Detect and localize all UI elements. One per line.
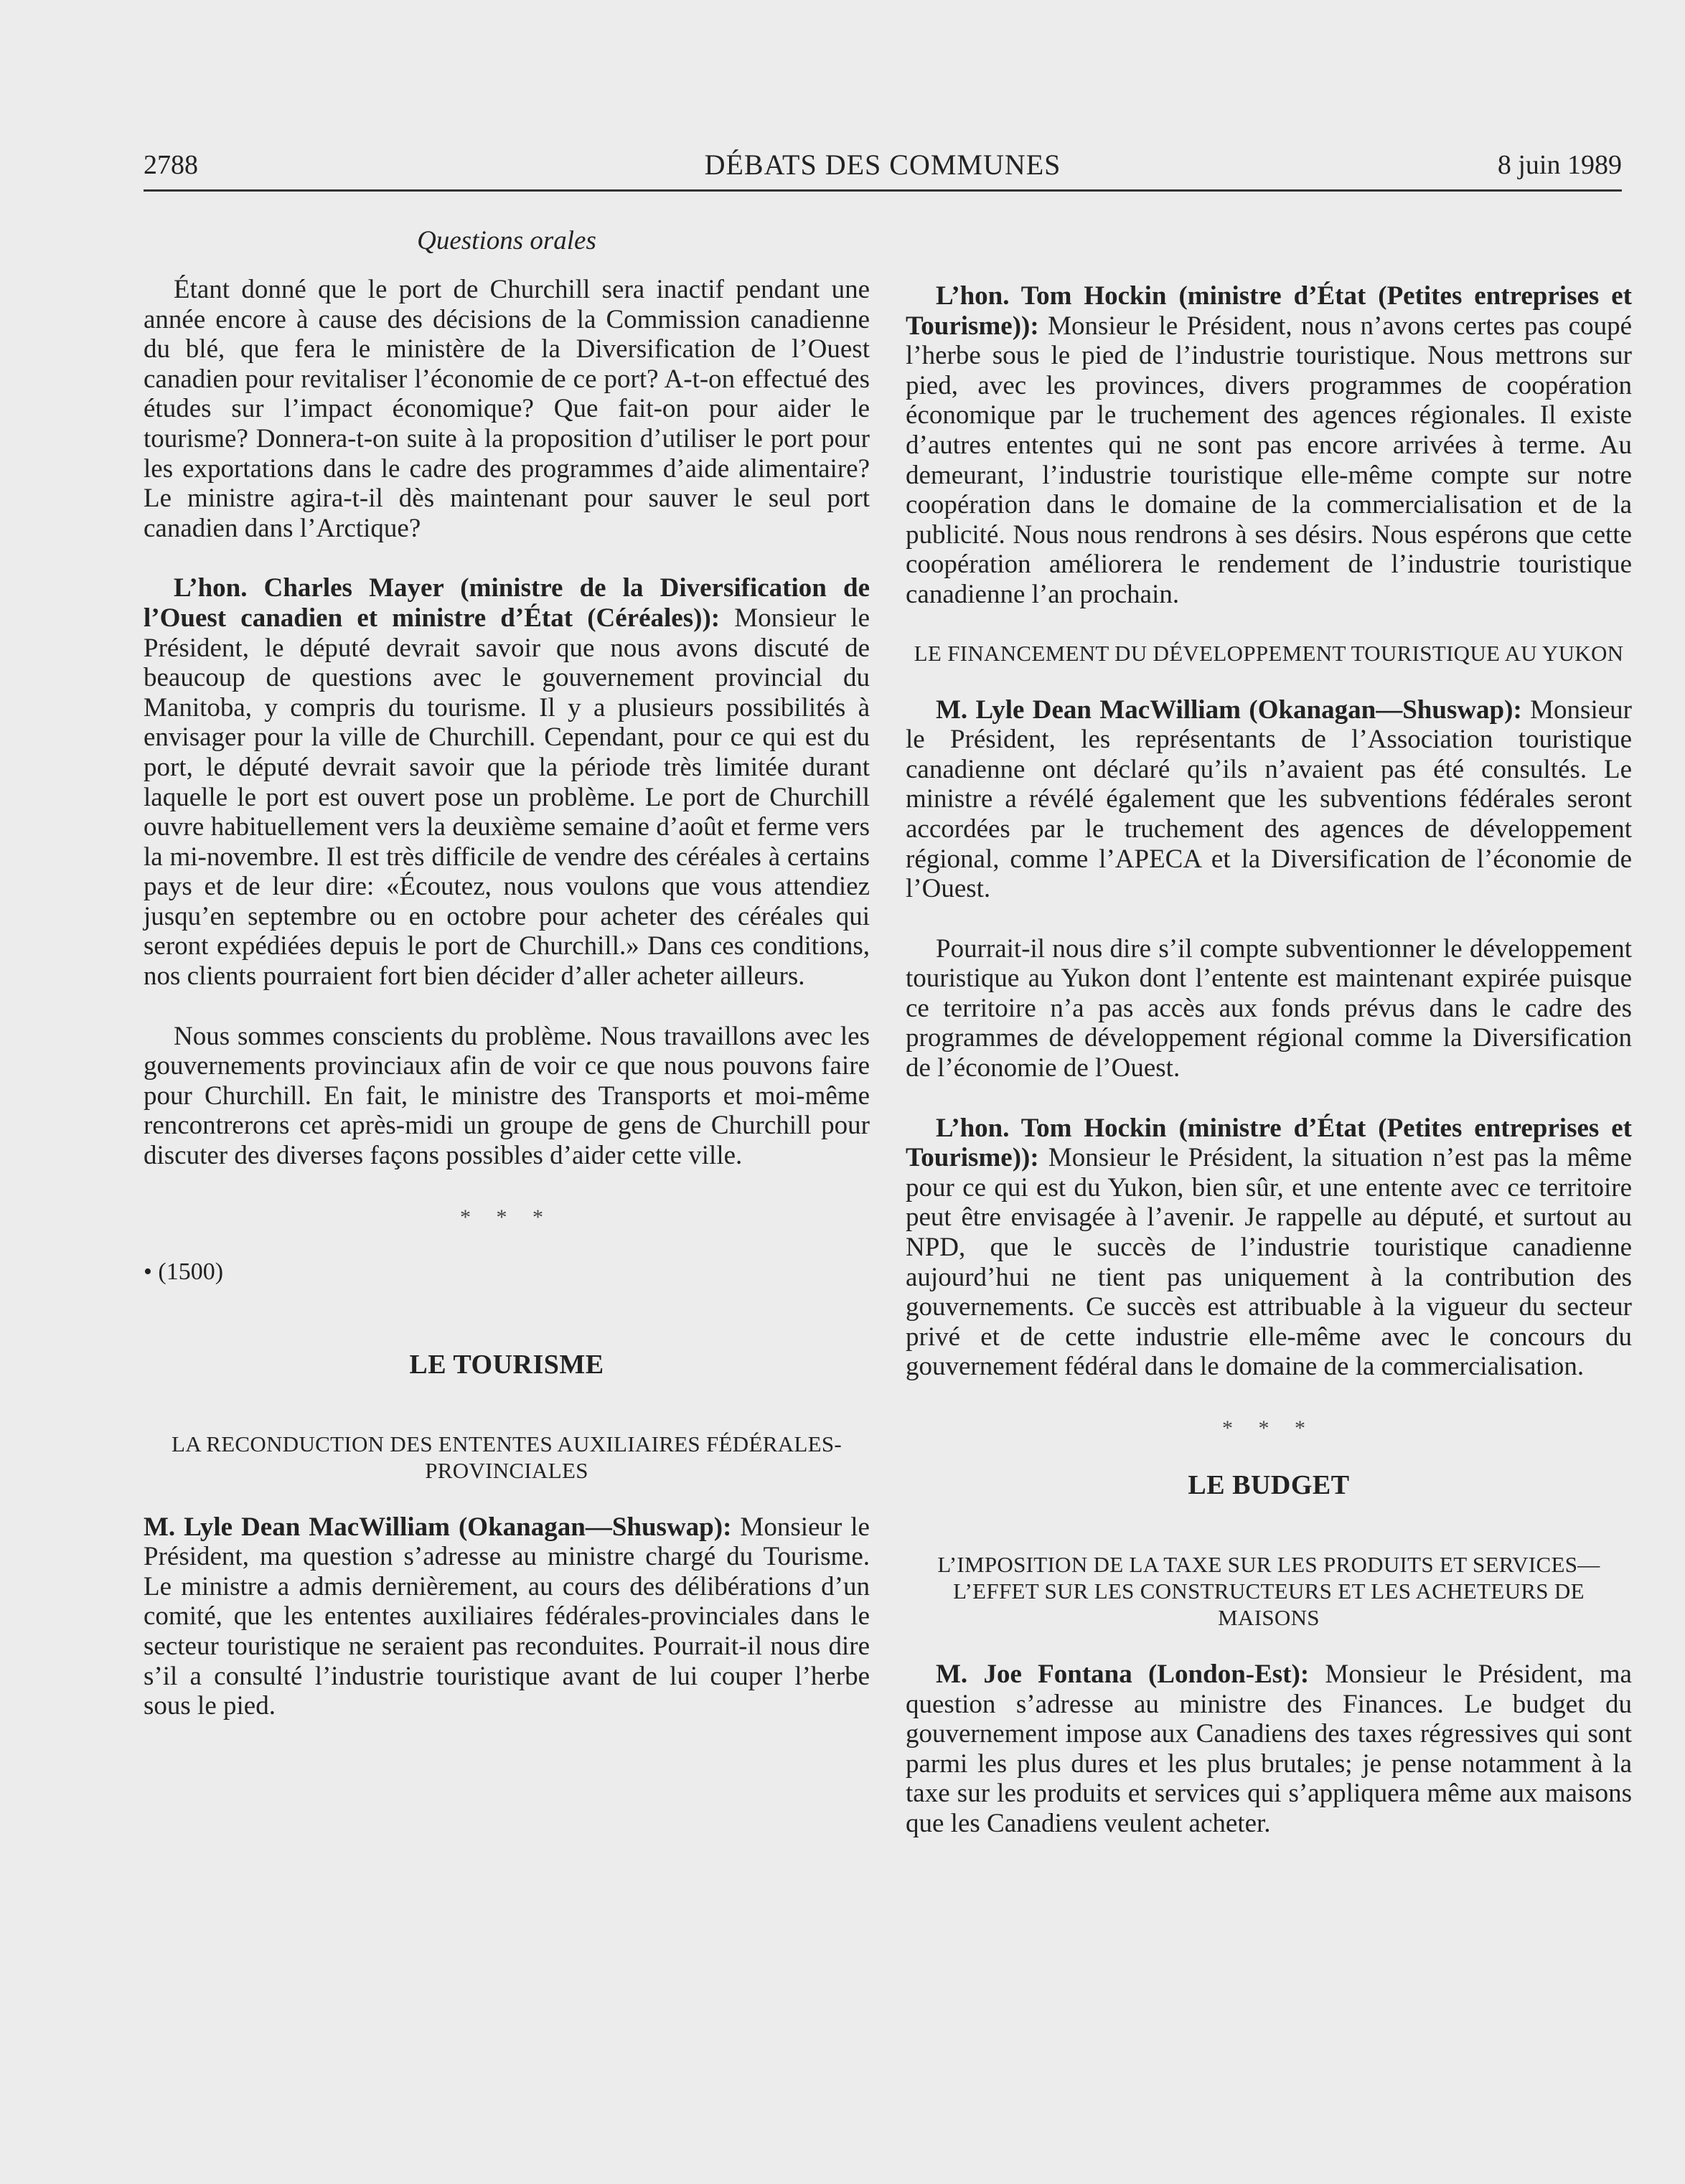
paragraph-hockin-yukon <box>906 1114 1632 1382</box>
paragraph-macwilliam-question <box>144 1512 870 1721</box>
speaker-name: M. Joe Fontana (London-Est): <box>936 1660 1310 1689</box>
speech-text: Monsieur le Président, les représentants de l’Association touristique canadienne ont déclaré qu’ils n’avaient pas été consultés. Le ministre a révélé également que les subventions fédérales seront accordées par le truchement des agences de développement régional, comme l’APECA et la Diversification de l’économie de l’Ouest. <box>906 695 1632 904</box>
subheading-ententes: LA RECONDUCTION DES ENTENTES AUXILIAIRES FÉDÉRALES-PROVINCIALES <box>171 1431 842 1483</box>
publication-date: 8 juin 1989 <box>1497 150 1622 180</box>
speaker-name: L’hon. Tom Hockin (ministre d’État (Petites entreprises et Tourisme)): <box>906 281 1632 341</box>
publication-title: DÉBATS DES COMMUNES <box>704 149 1061 181</box>
speaker-name: M. Lyle Dean MacWilliam (Okanagan—Shuswap): <box>144 1512 732 1542</box>
time-marker: • (1500) <box>144 1258 224 1285</box>
speech-text: Monsieur le Président, le député devrait savoir que nous avons discuté de beaucoup de questions avec le gouvernement provincial du Manitoba, y compris du tourisme. Il y a plusieurs possibilités à envisager pour la ville de Churchill. Cependant, pour ce qui est du port, le député devrait savoir que la période très limitée durant laquelle le port est ouvert pose un problème. Le port de Churchill ouvre habituellement vers la deuxième semaine d’août et ferme vers la mi-novembre. Il est très difficile de vendre des céréales à certains pays et de leur dire: «Écoutez, nous voulons que vous attendiez jusqu’en septembre ou en octobre pour acheter des céréales qui seront expédiées depuis le port de Churchill.» Dans ces conditions, nos clients pourraient fort bien décider d’aller acheter ailleurs. <box>144 603 870 992</box>
paragraph-macwilliam-continued: Pourrait-il nous dire s’il compte subventionner le développement touristique au Yukon dont l’entente est maintenant expirée puisque ce territoire n’a pas accès aux fonds prévus dans le cadre des programmes de développement régional comme la Diversification de l’économie de l’Ouest. <box>906 933 1632 1083</box>
paragraph-macwilliam-yukon <box>906 695 1632 904</box>
paragraph-mayer-continued: Nous sommes conscients du problème. Nous travaillons avec les gouvernements provinciaux afin de voir ce que nous pouvons faire pour Churchill. En fait, le ministre des Transports et moi-même rencontrerons cet après-midi un groupe de gens de Churchill pour discuter des diverses façons possibles d’aider cette ville. <box>144 1021 870 1171</box>
section-heading-budget: LE BUDGET <box>1188 1470 1350 1500</box>
speech-text: Monsieur le Président, la situation n’est pas la même pour ce qui est du Yukon, bien sûr, et une entente avec ce territoire peut être envisagée à l’avenir. Je rappelle au député, et surtout au NPD, que le succès de l’industrie touristique canadienne aujourd’hui ne tient pas uniquement à la contribution des gouvernements. Ce succès est attribuable à la vigueur du secteur privé et de cette industrie elle-même avec le concours du gouvernement fédéral dans le domaine de la commercialisation. <box>906 1143 1632 1382</box>
speaker-name: L’hon. Tom Hockin (ministre d’État (Petites entreprises et Tourisme)): <box>906 1113 1632 1173</box>
paragraph-fontana-question <box>906 1660 1632 1839</box>
section-heading-tourisme: LE TOURISME <box>409 1349 604 1380</box>
subheading-taxe: L’IMPOSITION DE LA TAXE SUR LES PRODUITS ET SERVICES—L’EFFET SUR LES CONSTRUCTEURS ET LES ACHETEURS DE MAISONS <box>937 1552 1600 1630</box>
speech-text: Monsieur le Président, ma question s’adresse au ministre des Finances. Le budget du gouvernement impose aux Canadiens des taxes régressives qui sont parmi les plus dures et les plus brutales; je pense notamment à la taxe sur les produits et services qui s’appliquera même aux maisons que les Canadiens veulent acheter. <box>906 1660 1632 1838</box>
page-header <box>144 145 1622 192</box>
paragraph-hockin-answer <box>906 281 1632 610</box>
page-number: 2788 <box>144 150 198 180</box>
speaker-name: L’hon. Charles Mayer (ministre de la Diversification de l’Ouest canadien et ministre d’État (Céréales)): <box>144 573 870 633</box>
left-column <box>144 215 870 1751</box>
speech-text: Monsieur le Président, ma question s’adresse au ministre chargé du Tourisme. Le ministre a admis dernièrement, au cours des délibérations d’un comité, que les ententes auxiliaires fédérales-provinciales dans le secteur touristique ne seraient pas reconduites. Pourrait-il nous dire s’il a consulté l’industrie touristique avant de lui couper l’herbe sous le pied. <box>144 1512 870 1721</box>
section-separator: * * * <box>1222 1416 1315 1440</box>
right-column <box>906 215 1632 1869</box>
section-label: Questions orales <box>417 226 596 255</box>
speech-text: Monsieur le Président, nous n’avons certes pas coupé l’herbe sous le pied de l’industrie touristique. Nous mettrons sur pied, avec les provinces, divers programmes de coopération économique par le truchement des agences régionales. Il existe d’autres ententes qui ne sont pas encore arrivées à terme. Au demeurant, l’industrie touristique elle-même compte sur notre coopération dans le domaine de la commercialisation et de la publicité. Nous nous rendrons à ses désirs. Nous espérons que cette coopération améliorera le rendement de l’industrie touristique canadienne l’an prochain. <box>906 311 1632 609</box>
paragraph-question-churchill: Étant donné que le port de Churchill sera inactif pendant une année encore à cause des décisions de la Commission canadienne du blé, que fera le ministère de la Diversification de l’Ouest canadien pour revitaliser l’économie de ce port? A-t-on effectué des études sur l’impact économique? Que fait-on pour aider le tourisme? Donnera-t-on suite à la proposition d’utiliser le port pour les exportations dans le cadre des programmes d’aide alimentaire? Le ministre agira-t-il dès maintenant pour sauver le seul port canadien dans l’Arctique? <box>144 275 870 543</box>
paragraph-mayer-answer <box>144 573 870 991</box>
subheading-yukon: LE FINANCEMENT DU DÉVELOPPEMENT TOURISTIQUE AU YUKON <box>914 640 1624 666</box>
speaker-name: M. Lyle Dean MacWilliam (Okanagan—Shuswap): <box>936 695 1522 725</box>
section-separator: * * * <box>460 1205 553 1229</box>
